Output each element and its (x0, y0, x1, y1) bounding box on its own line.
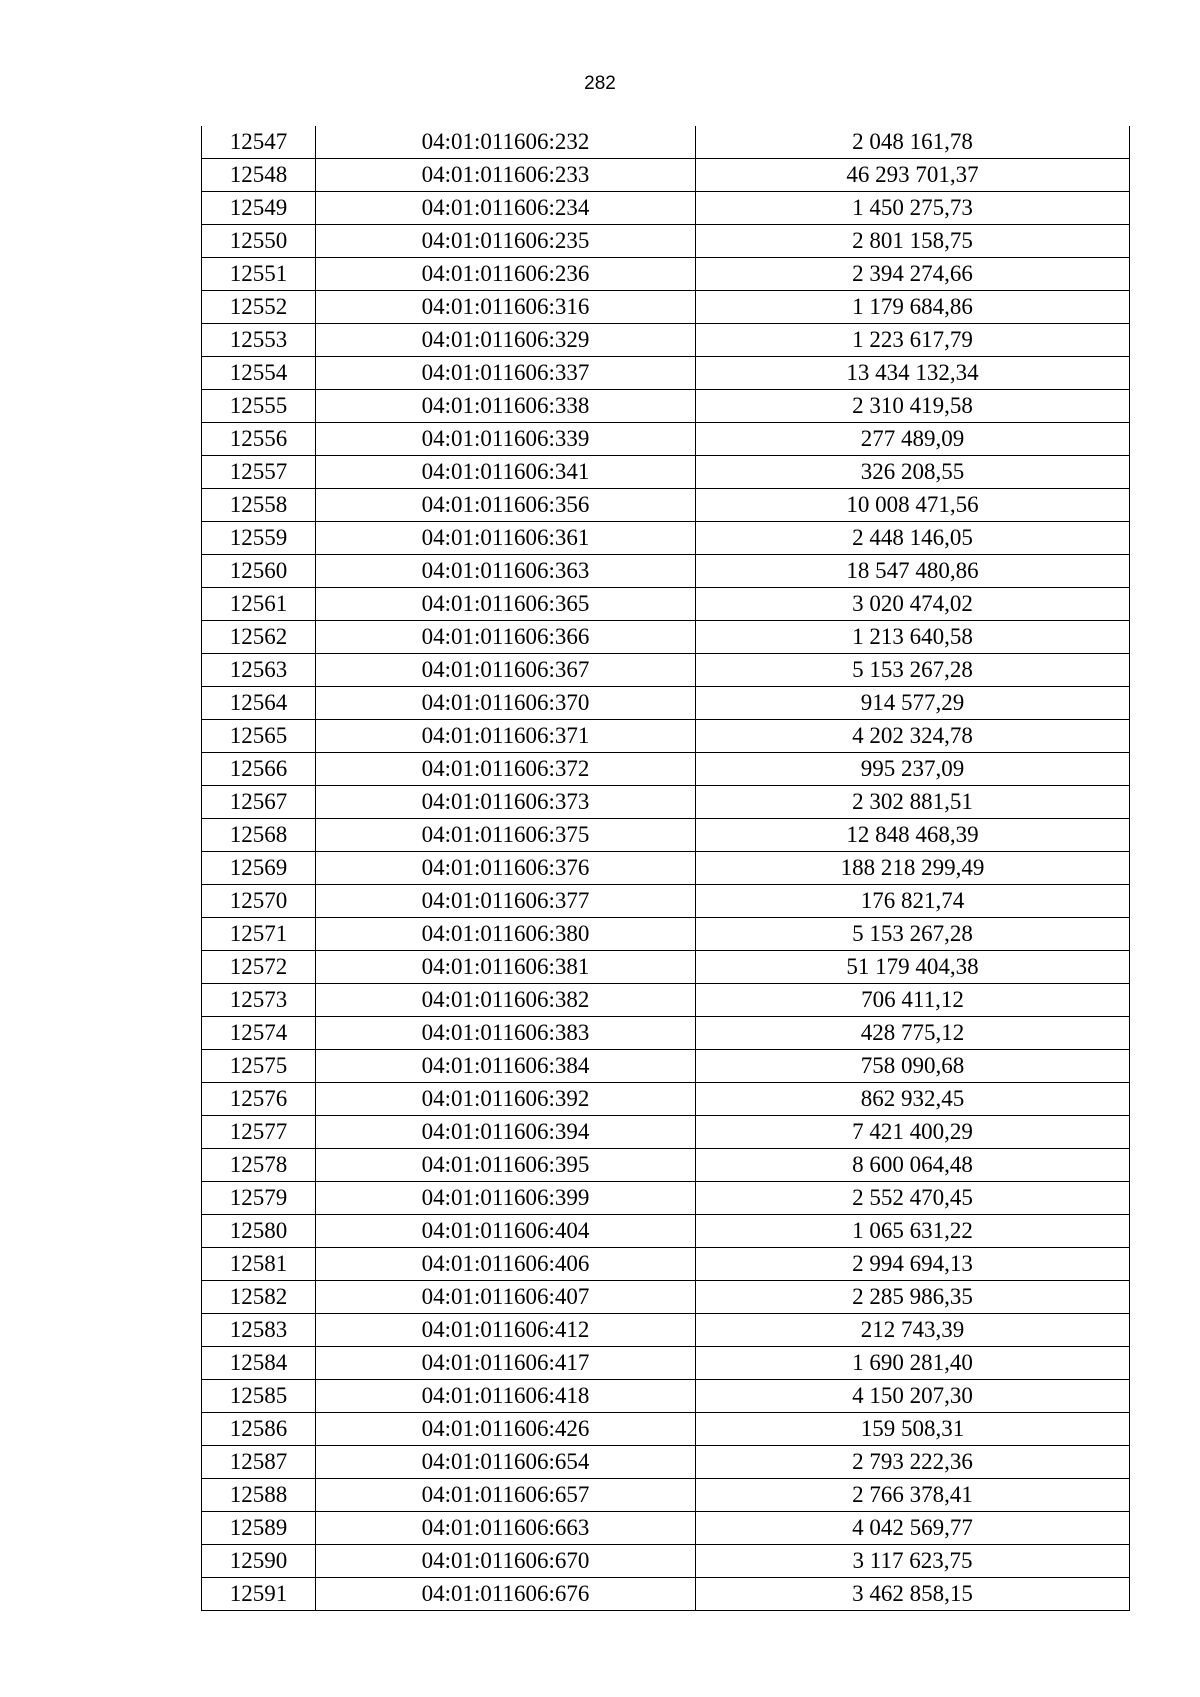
row-number-cell: 12551 (202, 258, 316, 291)
cadastral-number-cell: 04:01:011606:236 (316, 258, 696, 291)
cadastral-value-cell: 2 793 222,36 (696, 1446, 1130, 1479)
cadastral-number-cell: 04:01:011606:380 (316, 918, 696, 951)
cadastral-value-cell: 914 577,29 (696, 687, 1130, 720)
row-number-cell: 12567 (202, 786, 316, 819)
cadastral-number-cell: 04:01:011606:384 (316, 1050, 696, 1083)
cadastral-value-cell: 326 208,55 (696, 456, 1130, 489)
cadastral-number-cell: 04:01:011606:233 (316, 159, 696, 192)
cadastral-number-cell: 04:01:011606:663 (316, 1512, 696, 1545)
cadastral-number-cell: 04:01:011606:341 (316, 456, 696, 489)
table-row (202, 456, 1130, 489)
table-row (202, 984, 1130, 1017)
table-row (202, 423, 1130, 456)
row-number-cell: 12559 (202, 522, 316, 555)
cadastral-number-cell: 04:01:011606:406 (316, 1248, 696, 1281)
cadastral-value-cell: 2 766 378,41 (696, 1479, 1130, 1512)
cadastral-number-cell: 04:01:011606:407 (316, 1281, 696, 1314)
cadastral-value-cell: 2 302 881,51 (696, 786, 1130, 819)
cadastral-number-cell: 04:01:011606:382 (316, 984, 696, 1017)
cadastral-value-cell: 706 411,12 (696, 984, 1130, 1017)
cadastral-number-cell: 04:01:011606:426 (316, 1413, 696, 1446)
cadastral-value-cell: 13 434 132,34 (696, 357, 1130, 390)
cadastral-number-cell: 04:01:011606:329 (316, 324, 696, 357)
cadastral-number-cell: 04:01:011606:373 (316, 786, 696, 819)
cadastral-value-cell: 3 462 858,15 (696, 1578, 1130, 1611)
row-number-cell: 12590 (202, 1545, 316, 1578)
row-number-cell: 12562 (202, 621, 316, 654)
cadastral-value-cell: 188 218 299,49 (696, 852, 1130, 885)
row-number-cell: 12552 (202, 291, 316, 324)
row-number-cell: 12584 (202, 1347, 316, 1380)
row-number-cell: 12587 (202, 1446, 316, 1479)
table-row (202, 159, 1130, 192)
cadastral-number-cell: 04:01:011606:363 (316, 555, 696, 588)
table-row (202, 1314, 1130, 1347)
cadastral-value-cell: 2 552 470,45 (696, 1182, 1130, 1215)
row-number-cell: 12577 (202, 1116, 316, 1149)
table-row (202, 1413, 1130, 1446)
cadastral-number-cell: 04:01:011606:670 (316, 1545, 696, 1578)
row-number-cell: 12549 (202, 192, 316, 225)
cadastral-value-cell: 277 489,09 (696, 423, 1130, 456)
cadastral-value-cell: 2 285 986,35 (696, 1281, 1130, 1314)
cadastral-value-cell: 3 117 623,75 (696, 1545, 1130, 1578)
table-row (202, 621, 1130, 654)
table-row (202, 1083, 1130, 1116)
row-number-cell: 12571 (202, 918, 316, 951)
cadastral-value-cell: 2 801 158,75 (696, 225, 1130, 258)
cadastral-number-cell: 04:01:011606:676 (316, 1578, 696, 1611)
table-row (202, 1512, 1130, 1545)
cadastral-number-cell: 04:01:011606:356 (316, 489, 696, 522)
table-row (202, 1446, 1130, 1479)
cadastral-number-cell: 04:01:011606:395 (316, 1149, 696, 1182)
cadastral-value-cell: 758 090,68 (696, 1050, 1130, 1083)
row-number-cell: 12573 (202, 984, 316, 1017)
row-number-cell: 12566 (202, 753, 316, 786)
table-row (202, 1248, 1130, 1281)
table-row (202, 687, 1130, 720)
cadastral-number-cell: 04:01:011606:375 (316, 819, 696, 852)
cadastral-number-cell: 04:01:011606:412 (316, 1314, 696, 1347)
row-number-cell: 12582 (202, 1281, 316, 1314)
cadastral-number-cell: 04:01:011606:377 (316, 885, 696, 918)
cadastral-number-cell: 04:01:011606:394 (316, 1116, 696, 1149)
cadastral-value-cell: 1 223 617,79 (696, 324, 1130, 357)
row-number-cell: 12585 (202, 1380, 316, 1413)
cadastral-value-cell: 2 310 419,58 (696, 390, 1130, 423)
cadastral-number-cell: 04:01:011606:316 (316, 291, 696, 324)
table-row (202, 951, 1130, 984)
row-number-cell: 12579 (202, 1182, 316, 1215)
table-row (202, 819, 1130, 852)
row-number-cell: 12570 (202, 885, 316, 918)
table-row (202, 1347, 1130, 1380)
cadastral-number-cell: 04:01:011606:654 (316, 1446, 696, 1479)
cadastral-value-cell: 212 743,39 (696, 1314, 1130, 1347)
table-body (202, 126, 1130, 1611)
row-number-cell: 12575 (202, 1050, 316, 1083)
table-row (202, 1050, 1130, 1083)
row-number-cell: 12578 (202, 1149, 316, 1182)
table-row (202, 654, 1130, 687)
cadastral-value-cell: 159 508,31 (696, 1413, 1130, 1446)
table-row (202, 588, 1130, 621)
cadastral-number-cell: 04:01:011606:371 (316, 720, 696, 753)
table-row (202, 1545, 1130, 1578)
cadastral-value-cell: 46 293 701,37 (696, 159, 1130, 192)
cadastral-value-cell: 1 690 281,40 (696, 1347, 1130, 1380)
table-row (202, 753, 1130, 786)
cadastral-value-cell: 176 821,74 (696, 885, 1130, 918)
cadastral-value-cell: 4 042 569,77 (696, 1512, 1130, 1545)
table-row (202, 192, 1130, 225)
table-row (202, 720, 1130, 753)
row-number-cell: 12589 (202, 1512, 316, 1545)
row-number-cell: 12588 (202, 1479, 316, 1512)
table-row (202, 522, 1130, 555)
table-row (202, 126, 1130, 159)
cadastral-value-cell: 862 932,45 (696, 1083, 1130, 1116)
cadastral-value-cell: 10 008 471,56 (696, 489, 1130, 522)
row-number-cell: 12583 (202, 1314, 316, 1347)
cadastral-number-cell: 04:01:011606:399 (316, 1182, 696, 1215)
cadastral-value-cell: 7 421 400,29 (696, 1116, 1130, 1149)
cadastral-number-cell: 04:01:011606:381 (316, 951, 696, 984)
table-row (202, 225, 1130, 258)
row-number-cell: 12553 (202, 324, 316, 357)
cadastral-number-cell: 04:01:011606:365 (316, 588, 696, 621)
row-number-cell: 12574 (202, 1017, 316, 1050)
cadastral-number-cell: 04:01:011606:372 (316, 753, 696, 786)
row-number-cell: 12569 (202, 852, 316, 885)
cadastral-value-cell: 428 775,12 (696, 1017, 1130, 1050)
cadastral-value-cell: 2 448 146,05 (696, 522, 1130, 555)
cadastral-number-cell: 04:01:011606:234 (316, 192, 696, 225)
row-number-cell: 12547 (202, 126, 316, 159)
cadastral-value-table (201, 126, 1130, 1611)
cadastral-value-cell: 51 179 404,38 (696, 951, 1130, 984)
cadastral-number-cell: 04:01:011606:367 (316, 654, 696, 687)
row-number-cell: 12563 (202, 654, 316, 687)
table-row (202, 1017, 1130, 1050)
row-number-cell: 12557 (202, 456, 316, 489)
cadastral-value-cell: 8 600 064,48 (696, 1149, 1130, 1182)
row-number-cell: 12565 (202, 720, 316, 753)
row-number-cell: 12560 (202, 555, 316, 588)
cadastral-number-cell: 04:01:011606:392 (316, 1083, 696, 1116)
cadastral-value-cell: 4 202 324,78 (696, 720, 1130, 753)
table-row (202, 1479, 1130, 1512)
cadastral-number-cell: 04:01:011606:383 (316, 1017, 696, 1050)
cadastral-value-cell: 4 150 207,30 (696, 1380, 1130, 1413)
row-number-cell: 12554 (202, 357, 316, 390)
cadastral-value-cell: 18 547 480,86 (696, 555, 1130, 588)
row-number-cell: 12550 (202, 225, 316, 258)
table-row (202, 555, 1130, 588)
row-number-cell: 12564 (202, 687, 316, 720)
row-number-cell: 12572 (202, 951, 316, 984)
table-row (202, 1380, 1130, 1413)
cadastral-value-cell: 1 065 631,22 (696, 1215, 1130, 1248)
cadastral-number-cell: 04:01:011606:404 (316, 1215, 696, 1248)
cadastral-number-cell: 04:01:011606:232 (316, 126, 696, 159)
table-row (202, 1149, 1130, 1182)
cadastral-value-cell: 2 048 161,78 (696, 126, 1130, 159)
row-number-cell: 12548 (202, 159, 316, 192)
cadastral-value-cell: 3 020 474,02 (696, 588, 1130, 621)
row-number-cell: 12586 (202, 1413, 316, 1446)
cadastral-number-cell: 04:01:011606:417 (316, 1347, 696, 1380)
row-number-cell: 12591 (202, 1578, 316, 1611)
cadastral-value-cell: 1 179 684,86 (696, 291, 1130, 324)
row-number-cell: 12558 (202, 489, 316, 522)
cadastral-number-cell: 04:01:011606:235 (316, 225, 696, 258)
row-number-cell: 12580 (202, 1215, 316, 1248)
table-row (202, 1281, 1130, 1314)
table-row (202, 1182, 1130, 1215)
row-number-cell: 12576 (202, 1083, 316, 1116)
table-row (202, 258, 1130, 291)
cadastral-number-cell: 04:01:011606:418 (316, 1380, 696, 1413)
page-number: 282 (584, 73, 616, 94)
cadastral-value-cell: 5 153 267,28 (696, 918, 1130, 951)
table-row (202, 786, 1130, 819)
row-number-cell: 12581 (202, 1248, 316, 1281)
row-number-cell: 12555 (202, 390, 316, 423)
table-row (202, 390, 1130, 423)
table-row (202, 1578, 1130, 1611)
table-row (202, 1116, 1130, 1149)
cadastral-value-cell: 2 994 694,13 (696, 1248, 1130, 1281)
cadastral-value-cell: 1 450 275,73 (696, 192, 1130, 225)
cadastral-number-cell: 04:01:011606:376 (316, 852, 696, 885)
cadastral-number-cell: 04:01:011606:657 (316, 1479, 696, 1512)
cadastral-number-cell: 04:01:011606:370 (316, 687, 696, 720)
table-row (202, 291, 1130, 324)
table-row (202, 1215, 1130, 1248)
cadastral-number-cell: 04:01:011606:337 (316, 357, 696, 390)
row-number-cell: 12568 (202, 819, 316, 852)
table-row (202, 852, 1130, 885)
row-number-cell: 12561 (202, 588, 316, 621)
cadastral-value-cell: 2 394 274,66 (696, 258, 1130, 291)
cadastral-value-cell: 12 848 468,39 (696, 819, 1130, 852)
table-row (202, 489, 1130, 522)
table-row (202, 885, 1130, 918)
cadastral-value-cell: 5 153 267,28 (696, 654, 1130, 687)
cadastral-value-cell: 1 213 640,58 (696, 621, 1130, 654)
cadastral-number-cell: 04:01:011606:366 (316, 621, 696, 654)
cadastral-number-cell: 04:01:011606:339 (316, 423, 696, 456)
cadastral-value-cell: 995 237,09 (696, 753, 1130, 786)
table-row (202, 918, 1130, 951)
cadastral-number-cell: 04:01:011606:338 (316, 390, 696, 423)
table-row (202, 324, 1130, 357)
cadastral-number-cell: 04:01:011606:361 (316, 522, 696, 555)
row-number-cell: 12556 (202, 423, 316, 456)
table-row (202, 357, 1130, 390)
